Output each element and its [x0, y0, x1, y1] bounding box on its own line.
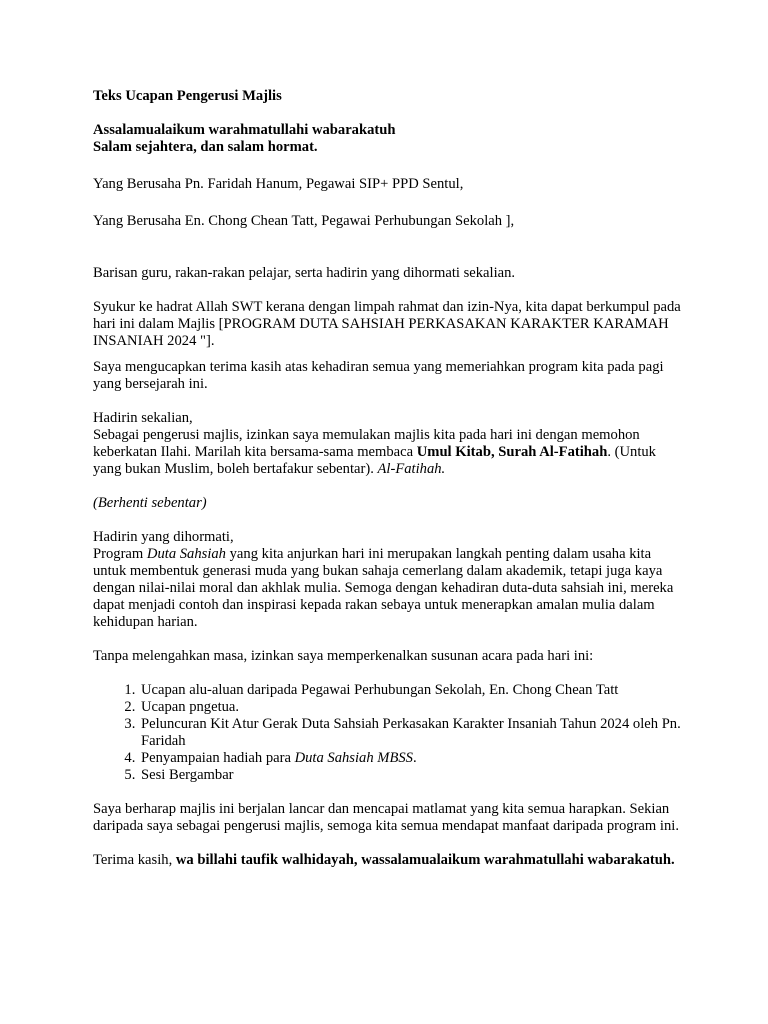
document-title: Teks Ucapan Pengerusi Majlis [93, 88, 282, 104]
susunan-intro: Tanpa melengahkan masa, izinkan saya memperkenalkan susunan acara pada hari ini: [93, 648, 594, 664]
greeting-block [93, 122, 683, 156]
berhenti-note: (Berhenti sebentar) [93, 495, 207, 511]
fatihah-text-italic: Al-Fatihah. [377, 461, 446, 477]
agenda-item-text: Sesi Bergambar [141, 767, 234, 783]
thanks-paragraph: Saya mengucapkan terima kasih atas kehadiran semua yang memeriahkan program kita pada pagi yang bersejarah ini. [93, 359, 664, 392]
agenda-item [139, 699, 683, 716]
hadirin-salutation-2: Hadirin yang dihormati, [93, 529, 234, 545]
address-line-2: Yang Berusaha En. Chong Chean Tatt, Pegawai Perhubungan Sekolah ], [93, 213, 515, 229]
agenda-list [93, 682, 683, 784]
address-line-1: Yang Berusaha Pn. Faridah Hanum, Pegawai SIP+ PPD Sentul, [93, 176, 464, 192]
address-line-3: Barisan guru, rakan-rakan pelajar, serta hadirin yang dihormati sekalian. [93, 265, 516, 281]
final-paragraph [93, 852, 683, 869]
agenda-item [139, 750, 683, 767]
syukur-paragraph: Syukur ke hadrat Allah SWT kerana dengan limpah rahmat dan izin-Nya, kita dapat berkumpul pada hari ini dalam Majlis [PROGRAM DUTA SAHSIAH PERKASAKAN KARAKTER KARAMAH INSANIAH 2024 "]. [93, 299, 681, 349]
fatihah-text-mid: . (Untuk yang bukan Muslim, boleh bertafakur sebentar). [93, 444, 656, 477]
program-paragraph [93, 546, 683, 631]
fatihah-section [93, 410, 683, 478]
program-text-pre: Program [93, 546, 147, 562]
agenda-item-suffix: . [412, 750, 417, 766]
fatihah-text-bold: Umul Kitab, Surah Al-Fatihah [416, 444, 608, 460]
closing-paragraph: Saya berharap majlis ini berjalan lancar dan mencapai matlamat yang kita semua harapkan. Sekian daripada saya sebagai pengerusi majlis, semoga kita semua mendapat manfaat daripada program ini. [93, 801, 679, 834]
agenda-item-italic: Duta Sahsiah MBSS [294, 750, 413, 766]
agenda-item [139, 716, 683, 750]
fatihah-text-pre: Sebagai pengerusi majlis, izinkan saya memulakan majlis kita pada hari ini dengan memohon keberkatan Ilahi. Marilah kita bersama-sama membaca [93, 427, 640, 460]
agenda-item [139, 682, 683, 699]
document-page [93, 88, 683, 869]
program-text-italic: Duta Sahsiah [146, 546, 226, 562]
program-text-post: yang kita anjurkan hari ini merupakan langkah penting dalam usaha kita untuk membentuk generasi muda yang bukan sahaja cemerlang dalam akademik, tetapi juga kaya dengan nilai-nilai moral dan akhlak mulia. Semoga dengan kehadiran duta-duta sahsiah ini, mereka dapat menjadi contoh dan inspirasi kepada rakan sebaya untuk menerapkan amalan mulia dalam kehidupan harian. [93, 546, 674, 630]
program-section [93, 529, 683, 631]
agenda-item-text: Penyampaian hadiah para [141, 750, 295, 766]
greeting-line-2: Salam sejahtera, dan salam hormat. [93, 139, 318, 155]
agenda-item-text: Ucapan alu-aluan daripada Pegawai Perhubungan Sekolah, En. Chong Chean Tatt [141, 682, 619, 698]
agenda-item-text: Ucapan pngetua. [141, 699, 240, 715]
hadirin-salutation-1: Hadirin sekalian, [93, 410, 193, 426]
final-text-post: . [670, 852, 675, 868]
fatihah-paragraph [93, 427, 683, 478]
final-text-pre: Terima kasih, [93, 852, 176, 868]
greeting-line-1: Assalamualaikum warahmatullahi wabarakatuh [93, 122, 396, 138]
agenda-item [139, 767, 683, 784]
agenda-item-text: Peluncuran Kit Atur Gerak Duta Sahsiah Perkasakan Karakter Insaniah Tahun 2024 oleh Pn. Faridah [141, 716, 681, 749]
final-text-bold: wa billahi taufik walhidayah, wassalamualaikum warahmatullahi wabarakatuh [175, 852, 671, 868]
